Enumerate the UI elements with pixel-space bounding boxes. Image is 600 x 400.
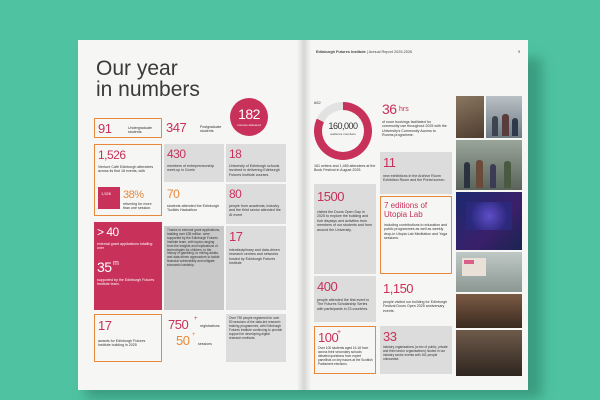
undergrad-stat: 91 Undergraduate students bbox=[94, 118, 162, 138]
scholarship-series-stat: 400 people attended the first event in The Futures Scholarship Series with participants in 23 countries. bbox=[314, 276, 376, 322]
report-spread bbox=[78, 40, 528, 390]
students-debate-stat: 100 + Over 100 students aged 16-18 from across their secondary schools debated questions from expert panellists on key issues at the Scottish Parliament elections. bbox=[314, 326, 376, 374]
postgrad-stat: 347 Postgraduate students bbox=[166, 120, 222, 135]
gallery-visitors-photo bbox=[456, 140, 522, 190]
book-festival-caption: 161 writers and 1,465 attendees at the Book Festival in August 2025. bbox=[314, 164, 376, 173]
research-centres-stat: 17 interdisciplinary and data-driven research centres and networks hosted by Edinburgh Futures Institute bbox=[226, 226, 286, 310]
courses-circle: 182 courses delivered bbox=[230, 98, 268, 136]
building-photo bbox=[456, 96, 484, 138]
industry-orgs-stat: 33 industry organisations (a mix of public, private and third sector organisations) hosted in our industry sector events with 161 people onboarded. bbox=[380, 326, 452, 374]
venture-cafe-stat: 1,526 Venture Café Edinburgh attendees across its first 18 events, with 1,526 38% returning for more than one session. bbox=[94, 144, 162, 216]
grant-text-box: Thanks to external grant applications, totalling over £35 million, were supported by the Edinburgh Futures Institute team, with topics ranging from the insights and implications of technologies for children, to the history of gambling, to mining adults, and data-driven approaches to tackle financial vulnerability and mitigate economic hardship. bbox=[164, 226, 224, 310]
page-number: 9 bbox=[518, 50, 521, 54]
progress-start-label: 682 bbox=[314, 100, 321, 105]
exhibitions-stat: 11 new exhibitions in the Archive Room Exhibition Room and the Portal screen. bbox=[380, 152, 452, 194]
utopia-lab-projection-photo bbox=[456, 192, 522, 250]
festival-visitors-stat: 1,150 people visited our building for Edinburgh Festival Doors Open 2025 anniversary events. bbox=[383, 281, 448, 313]
registrations-stat: 750 + registrations 50 + sessions bbox=[168, 316, 220, 348]
audience-progress-inner: 160,000 audience members bbox=[322, 110, 364, 152]
doors-open-stat: 1500 visited the Doors Open Day in 2025 to explore the building and hub displays and activities from members of our students and from around the University. bbox=[314, 184, 376, 274]
utopia-lab-stat: 7 editions of Utopia Lab including contributions to education and public programmes as well as weekly drop-in Utopia Lab Meditation and Yoga sessions. bbox=[380, 196, 452, 274]
event-crowd-photo bbox=[486, 96, 522, 138]
running-header: Edinburgh Futures Institute | Annual Report 2025-2026 bbox=[316, 50, 413, 54]
hackathon-stat: 70 students attended the Edinburgh Toolkits Hackathon bbox=[167, 187, 219, 213]
venture-cafe-badge: 1,526 bbox=[98, 187, 120, 209]
ai-event-stat: 80 people from academia, industry and the third sector attended the AI event bbox=[226, 184, 286, 224]
schools-stat: 18 University of Edinburgh schools involved in delivering Edinburgh Futures Institute courses bbox=[226, 144, 286, 182]
grants-stat: > 40 external grant applications totalling over 35 m supported by the Edinburgh Futures Institute team. bbox=[94, 222, 162, 310]
page-title: Our year in numbers bbox=[96, 57, 200, 101]
presentation-photo bbox=[456, 252, 522, 292]
room-hours-stat: 36 hrs of room bookings facilitated for community use throughout 2025 with the University's Community Access to Rooms programme. bbox=[382, 101, 447, 138]
hall-audience-photo bbox=[456, 294, 522, 328]
stairwell-photo bbox=[456, 330, 522, 376]
awards-stat: 17 awards for Edinburgh Futures Institute building in 2025 bbox=[94, 314, 162, 362]
page-gutter bbox=[297, 40, 311, 390]
research-training-box: Over 750 people registered for over 50 sessions of the data-led research training programmes, with Edinburgh Futures Institute continuing to provide support for developing digital research methods. bbox=[226, 314, 286, 362]
meetup-stat: 430 members of entrepreneurship meet-up in Gorrie bbox=[164, 144, 224, 182]
